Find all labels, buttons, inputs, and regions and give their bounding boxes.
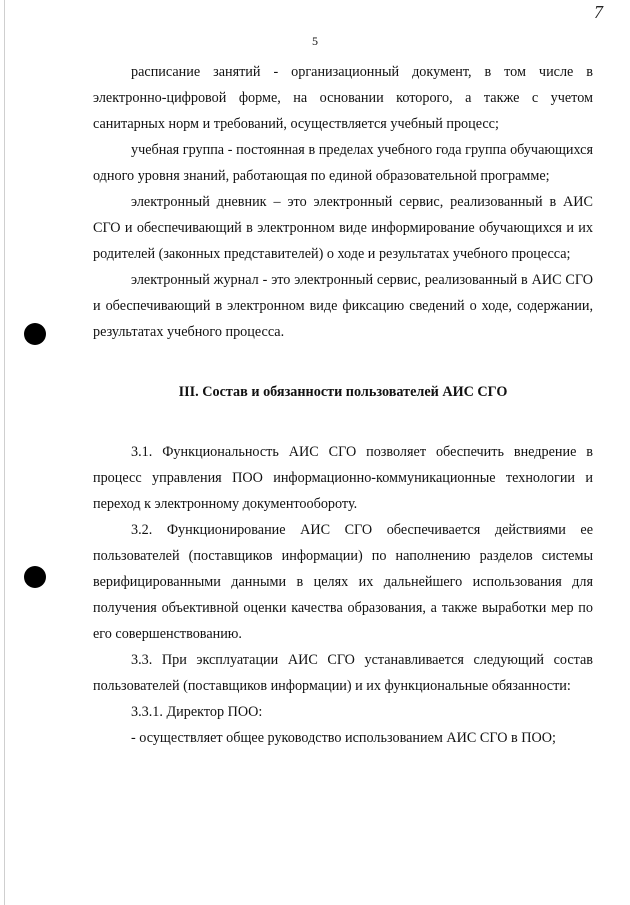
document-body [93,59,593,751]
definition-e-diary: электронный дневник – это электронный сервис, реализованный в АИС СГО и обеспечивающий в электронном виде информирование обучающихся и их родителей (законных представителей) о ходе и результатах учебного процесса; [93,194,593,262]
punch-hole-bottom [24,566,46,588]
punch-hole-top [24,323,46,345]
handwritten-page-mark: 7 [594,2,603,22]
definition-schedule: расписание занятий - организационный документ, в том числе в электронно-цифровой форме, на основании которого, а также с учетом санитарных норм и требований, осуществляется учебный процесс; [93,64,593,132]
paragraph-3-3-1: 3.3.1. Директор ПОО: [131,704,263,720]
definition-e-journal: электронный журнал - это электронный сервис, реализованный в АИС СГО и обеспечивающий в электронном виде фиксацию сведений о ходе, содержании, результатах учебного процесса. [93,272,593,340]
paragraph-3-3: 3.3. При эксплуатации АИС СГО устанавливается следующий состав пользователей (поставщиков информации) и их функциональные обязанности: [93,652,593,694]
paragraph-3-1: 3.1. Функциональность АИС СГО позволяет обеспечить внедрение в процесс управления ПОО информационно-коммуникационные технологии и переход к электронному документообороту. [93,444,593,512]
section-heading: III. Состав и обязанности пользователей АИС СГО [178,384,508,400]
definition-study-group: учебная группа - постоянная в пределах учебного года группа обучающихся одного уровня знаний, работающая по единой образовательной программе; [93,142,593,184]
paragraph-3-3-1-item: - осуществляет общее руководство использованием АИС СГО в ПОО; [131,730,556,746]
page-number: 5 [312,34,318,48]
scan-edge-line [4,0,5,905]
paragraph-3-2: 3.2. Функционирование АИС СГО обеспечивается действиями ее пользователей (поставщиков информации) по наполнению разделов системы верифицированными данными в целях их дальнейшего использования для получения объективной оценки качества образования, а также выработки мер по его совершенствованию. [93,522,593,642]
